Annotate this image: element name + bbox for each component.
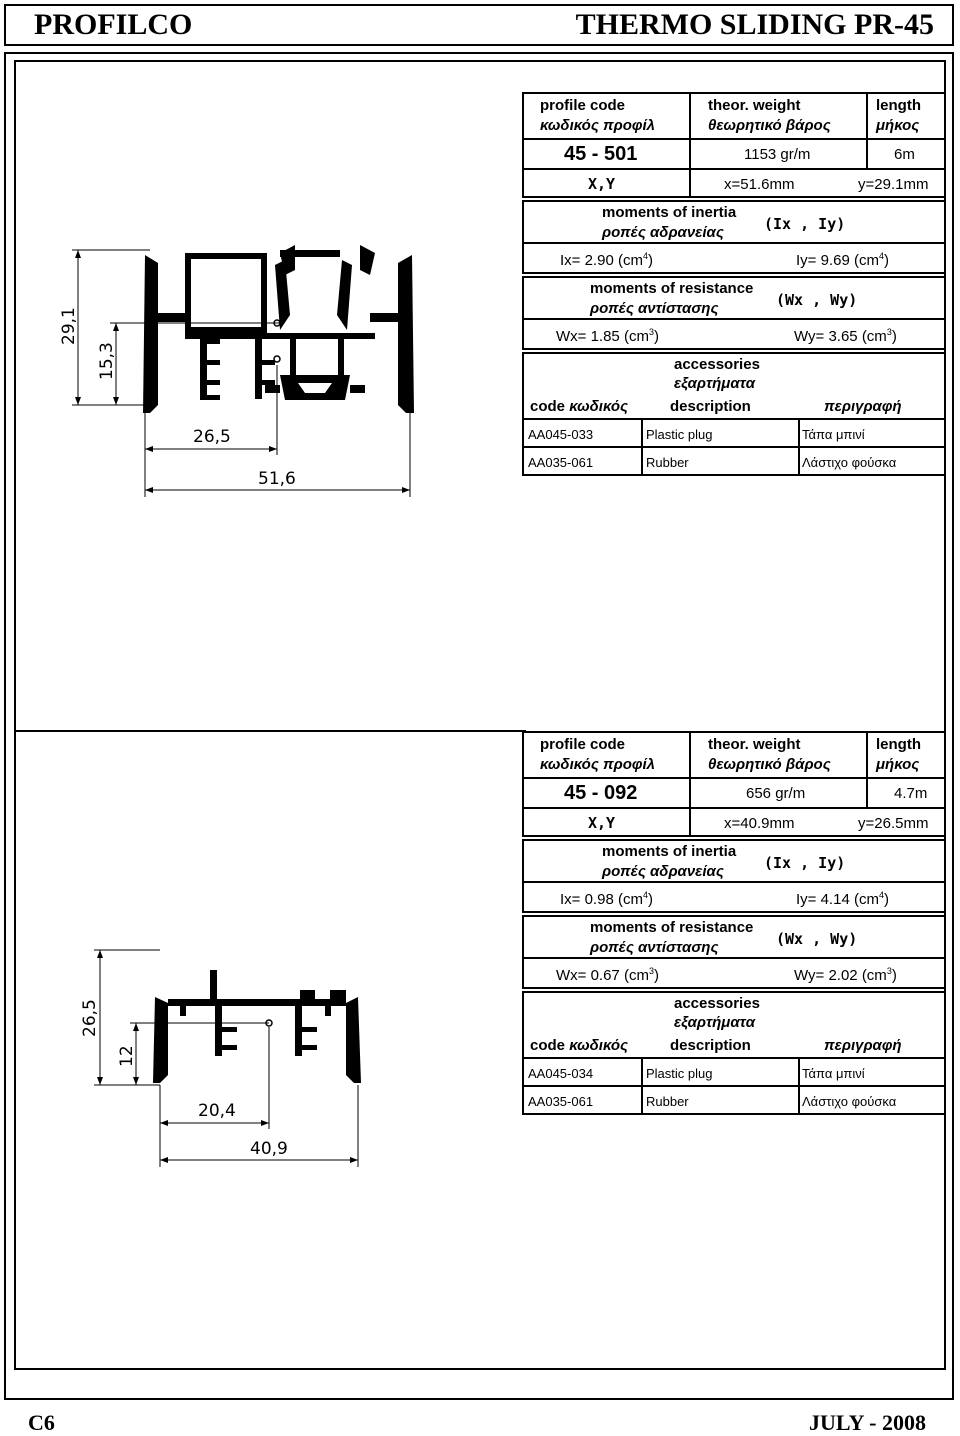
inertia-values-row xyxy=(522,881,946,913)
iy-text: Iy= 9.69 (cm xyxy=(796,252,879,269)
accessories-label-gr: εξαρτήματα xyxy=(674,1014,756,1031)
dim-inner-height: 12 xyxy=(117,1045,137,1067)
ix-value: Ix= 0.98 $(cm^4)$ xyxy=(560,890,653,908)
y-value: y=29.1mm xyxy=(858,176,929,193)
inertia-label-gr: ροπές αδρανείας xyxy=(602,863,724,880)
dim-width: 51,6 xyxy=(258,469,296,489)
accessories-block xyxy=(522,991,946,1059)
dim-half-width: 20,4 xyxy=(198,1101,236,1121)
wx-text: Wx= 0.67 (cm xyxy=(556,967,649,984)
dim-half-width: 26,5 xyxy=(193,427,231,447)
accessory-row xyxy=(522,1085,946,1115)
wx-text: Wx= 1.85 (cm xyxy=(556,328,649,345)
length-label-gr: μήκος xyxy=(876,756,920,773)
weight-label: theor. weight xyxy=(708,736,801,753)
values-row xyxy=(522,777,946,809)
wy-text: Wy= 2.02 (cm xyxy=(794,967,887,984)
wy-value: Wy= 3.65 $(cm^3)$ xyxy=(794,327,897,345)
issue-date: JULY - 2008 xyxy=(809,1410,926,1435)
weight-label: theor. weight xyxy=(708,97,801,114)
code-col-en: code xyxy=(530,1037,566,1054)
description-gr-col-header: περιγραφή xyxy=(824,398,902,415)
section-divider xyxy=(16,730,526,732)
weight-label-gr: θεωρητικό βάρος xyxy=(708,756,831,773)
code-col-header xyxy=(530,398,628,415)
profile-code: 45 - 092 xyxy=(564,782,638,804)
accessory-desc-gr: Τάπα μπινί xyxy=(802,1066,865,1081)
dim-height: 26,5 xyxy=(80,999,100,1037)
description-gr-col-header: περιγραφή xyxy=(824,1037,902,1054)
iy-value: Iy= 9.69 $(cm^4)$ xyxy=(796,251,889,269)
weight-value: 1153 gr/m xyxy=(744,146,811,163)
accessory-row xyxy=(522,418,946,448)
wx-value: Wx= 1.85 $(cm^3)$ xyxy=(556,327,659,345)
wy-exp: 3 xyxy=(886,327,892,337)
description-col-header: description xyxy=(670,1037,751,1054)
accessory-code: AA035-061 xyxy=(528,455,594,470)
length-label: length xyxy=(876,97,921,114)
brand-name: PROFILCO xyxy=(34,8,193,41)
inertia-label-gr: ροπές αδρανείας xyxy=(602,224,724,241)
wy-text: Wy= 3.65 (cm xyxy=(794,328,887,345)
accessory-desc-gr: Τάπα μπινί xyxy=(802,427,865,442)
wx-exp: 3 xyxy=(648,966,654,976)
inertia-values-row xyxy=(522,242,946,274)
accessory-desc: Rubber xyxy=(646,455,689,470)
length-label-gr: μήκος xyxy=(876,117,920,134)
accessory-row xyxy=(522,1057,946,1087)
page-header xyxy=(4,4,954,46)
inertia-title-row xyxy=(522,200,946,244)
resistance-label-gr: ροπές αντίστασης xyxy=(590,300,719,317)
inertia-label: moments of inertia xyxy=(602,204,737,221)
accessory-code: AA035-061 xyxy=(528,1094,594,1109)
wy-value: Wy= 2.02 $(cm^3)$ xyxy=(794,966,897,984)
resistance-label-gr: ροπές αντίστασης xyxy=(590,939,719,956)
description-col-header: description xyxy=(670,398,751,415)
values-row xyxy=(522,138,946,170)
accessory-row xyxy=(522,446,946,476)
ix-text: Ix= 2.90 (cm xyxy=(560,252,643,269)
x-value: x=40.9mm xyxy=(724,815,795,832)
profile-code-label: profile code xyxy=(540,736,626,753)
xy-row xyxy=(522,807,946,837)
accessory-desc-gr: Λάστιχο φούσκα xyxy=(802,455,897,470)
iy-exp: 4 xyxy=(878,890,884,900)
resistance-symbol: (Wx , Wy) xyxy=(776,930,858,948)
page-number: C6 xyxy=(28,1410,55,1435)
weight-label-gr: θεωρητικό βάρος xyxy=(708,117,831,134)
xy-row xyxy=(522,168,946,198)
header-row xyxy=(522,731,946,779)
xy-label: X,Y xyxy=(588,175,616,193)
resistance-label: moments of resistance xyxy=(590,280,754,297)
x-value: x=51.6mm xyxy=(724,176,795,193)
accessory-code: AA045-034 xyxy=(528,1066,594,1081)
length-value: 4.7m xyxy=(894,785,928,802)
dim-inner-height: 15,3 xyxy=(97,342,117,380)
code-col-en: code xyxy=(530,398,566,415)
accessory-desc-gr: Λάστιχο φούσκα xyxy=(802,1094,897,1109)
length-value: 6m xyxy=(894,146,915,163)
profile-drawing-45-092 xyxy=(60,945,400,1170)
accessories-label-gr: εξαρτήματα xyxy=(674,375,756,392)
profile-code: 45 - 501 xyxy=(564,143,638,165)
code-col-gr: κωδικός xyxy=(569,1037,629,1054)
weight-value: 656 gr/m xyxy=(746,785,806,802)
ix-value: Ix= 2.90 $(cm^4)$ xyxy=(560,251,653,269)
iy-text: Iy= 4.14 (cm xyxy=(796,891,879,908)
profile-code-label-gr: κωδικός προφίλ xyxy=(540,117,655,134)
inertia-title-row xyxy=(522,839,946,883)
resistance-values-row xyxy=(522,318,946,350)
wx-exp: 3 xyxy=(648,327,654,337)
spec-card-45-092 xyxy=(522,731,946,1116)
y-value: y=26.5mm xyxy=(858,815,929,832)
iy-value: Iy= 4.14 $(cm^4)$ xyxy=(796,890,889,908)
ix-text: Ix= 0.98 (cm xyxy=(560,891,643,908)
profile-drawing-45-501 xyxy=(40,235,430,500)
inertia-symbol: (Ix , Iy) xyxy=(764,215,846,233)
resistance-title-row xyxy=(522,915,946,959)
ix-exp: 4 xyxy=(642,251,648,261)
dim-height: 29,1 xyxy=(59,307,79,345)
accessory-desc: Plastic plug xyxy=(646,427,713,442)
accessories-label: accessories xyxy=(674,356,760,373)
wy-exp: 3 xyxy=(886,966,892,976)
length-label: length xyxy=(876,736,921,753)
header-row xyxy=(522,92,946,140)
inertia-label: moments of inertia xyxy=(602,843,737,860)
dim-width: 40,9 xyxy=(250,1139,288,1159)
accessories-label: accessories xyxy=(674,995,760,1012)
inertia-symbol: (Ix , Iy) xyxy=(764,854,846,872)
profile-code-label: profile code xyxy=(540,97,626,114)
resistance-symbol: (Wx , Wy) xyxy=(776,291,858,309)
accessories-block xyxy=(522,352,946,420)
code-col-gr: κωδικός xyxy=(569,398,629,415)
iy-exp: 4 xyxy=(878,251,884,261)
ix-exp: 4 xyxy=(642,890,648,900)
resistance-values-row xyxy=(522,957,946,989)
xy-label: X,Y xyxy=(588,814,616,832)
resistance-label: moments of resistance xyxy=(590,919,754,936)
code-col-header xyxy=(530,1037,628,1054)
series-title: THERMO SLIDING PR-45 xyxy=(575,8,934,41)
resistance-title-row xyxy=(522,276,946,320)
spec-card-45-501 xyxy=(522,92,946,477)
profile-code-label-gr: κωδικός προφίλ xyxy=(540,756,655,773)
wx-value: Wx= 0.67 $(cm^3)$ xyxy=(556,966,659,984)
accessory-desc: Rubber xyxy=(646,1094,689,1109)
accessory-code: AA045-033 xyxy=(528,427,594,442)
accessory-desc: Plastic plug xyxy=(646,1066,713,1081)
